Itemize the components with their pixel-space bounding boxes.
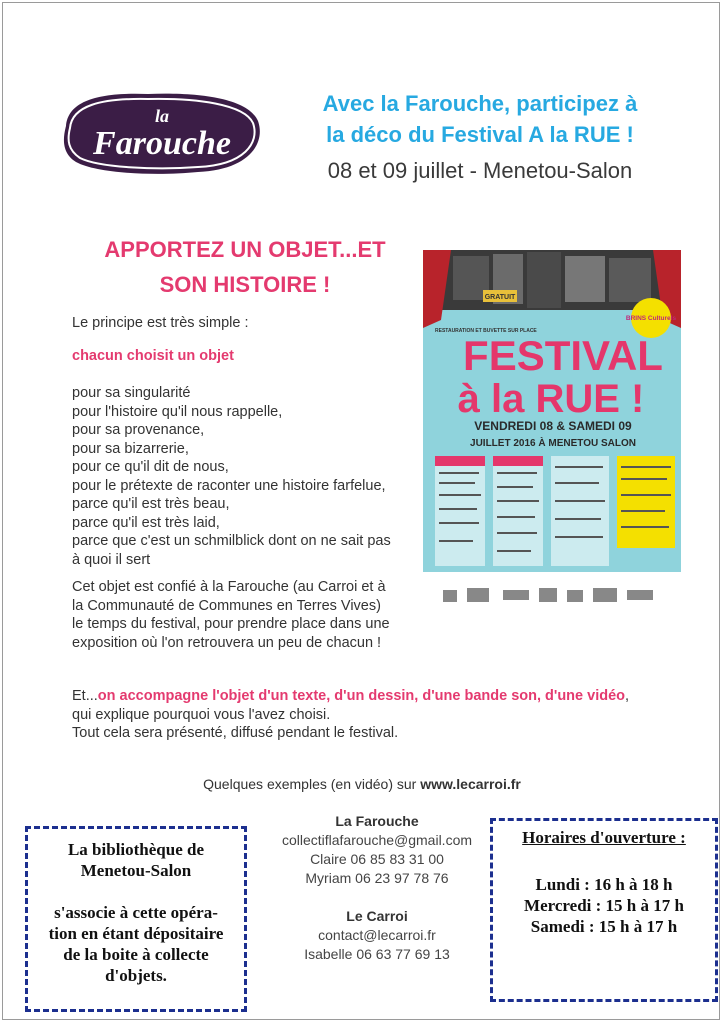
reason-line: pour l'histoire qu'il nous rappelle, — [72, 403, 283, 420]
hours-lundi: Lundi : 16 h à 18 h — [535, 875, 673, 894]
carroi-name: Le Carroi — [346, 908, 408, 924]
hours-samedi: Samedi : 15 h à 17 h — [530, 917, 678, 936]
poster-title-line1: FESTIVAL — [463, 332, 663, 379]
examples-link[interactable]: www.lecarroi.fr — [420, 776, 521, 792]
header-title-line1: Avec la Farouche, participez à — [322, 91, 638, 116]
reasons-list — [72, 384, 391, 569]
library-line1: La bibliothèque de — [67, 840, 205, 859]
library-line5: de la boite à collecte — [63, 945, 209, 964]
reason-line: parce qu'il est très laid, — [72, 514, 220, 531]
examples-line — [0, 776, 724, 792]
entrust-paragraph — [72, 578, 390, 652]
reason-line: pour le prétexte de raconter une histoire farfelue, — [72, 477, 386, 494]
accompany-highlight: on accompagne l'objet d'un texte, d'un dessin, d'une bande son, d'une vidéo — [97, 688, 626, 704]
library-box — [25, 826, 247, 1012]
explain-line1: qui explique pourquoi vous l'avez choisi. — [72, 706, 331, 723]
header-date: 08 et 09 juillet - Menetou-Salon — [327, 158, 633, 183]
farouche-claire: Claire 06 85 83 31 00 — [310, 851, 444, 867]
poster-dates-line2: JUILLET 2016 À MENETOU SALON — [470, 438, 636, 449]
poster-title-line2: à la RUE ! — [457, 377, 645, 421]
accompany-paragraph — [72, 687, 629, 743]
entrust-line: le temps du festival, pour prendre place dans une — [72, 616, 390, 632]
poster-dates-line1: VENDREDI 08 & SAMEDI 09 — [474, 419, 632, 433]
svg-text:la: la — [154, 106, 170, 126]
explain-line2: Tout cela sera présenté, diffusé pendant le festival. — [72, 725, 399, 741]
accompany-line — [72, 687, 629, 706]
reason-line: pour ce qu'il dit de nous, — [72, 459, 229, 475]
carroi-isabelle: Isabelle 06 63 77 69 13 — [304, 946, 450, 962]
library-line6: d'objets. — [105, 966, 167, 985]
farouche-name: La Farouche — [335, 813, 419, 829]
poster-brins: BRINS Culturels — [625, 315, 677, 322]
farouche-myriam: Myriam 06 23 97 78 76 — [305, 870, 449, 886]
farouche-logo — [58, 86, 266, 178]
entrust-line: exposition où l'on retrouvera un peu de chacun ! — [72, 634, 382, 651]
hours-title: Horaires d'ouverture : — [522, 828, 686, 847]
choice-text: chacun choisit un objet — [72, 348, 234, 364]
accompany-suffix: , — [625, 688, 630, 704]
intro-text: Le principe est très simple : — [72, 315, 249, 331]
slogan — [60, 232, 430, 302]
header-title-line2: la déco du Festival A la RUE ! — [326, 122, 634, 147]
reason-line: à quoi il sert — [72, 551, 151, 568]
library-line3: s'associe à cette opéra- — [54, 903, 218, 922]
reason-line: parce que c'est un schmilblick dont on ne sait pas — [72, 533, 391, 549]
svg-text:Farouche: Farouche — [93, 125, 231, 162]
farouche-email[interactable]: collectiflafarouche@gmail.com — [281, 832, 473, 848]
slogan-line2: SON HISTOIRE ! — [159, 272, 331, 297]
hours-mercredi: Mercredi : 15 h à 17 h — [524, 896, 684, 915]
header-title — [270, 88, 690, 150]
accompany-prefix: Et... — [72, 688, 98, 704]
opening-hours-box — [490, 818, 718, 1002]
slogan-line1: APPORTEZ UN OBJET...ET — [104, 237, 386, 262]
reason-line: parce qu'il est très beau, — [72, 496, 230, 512]
library-line2: Menetou-Salon — [80, 861, 192, 880]
examples-prefix: Quelques exemples (en vidéo) sur — [203, 776, 421, 792]
contacts-block — [262, 812, 492, 964]
festival-poster — [423, 250, 681, 615]
library-line4: tion en étant dépositaire — [48, 924, 224, 943]
carroi-email[interactable]: contact@lecarroi.fr — [318, 927, 436, 943]
entrust-line: la Communauté de Communes en Terres Vives) — [72, 597, 381, 614]
reason-line: pour sa singularité — [72, 385, 191, 401]
entrust-line: Cet objet est confié à la Farouche (au Carroi et à — [72, 579, 386, 595]
reason-line: pour sa bizarrerie, — [72, 440, 189, 457]
poster-restauration: RESTAURATION ET BUVETTE SUR PLACE — [435, 328, 537, 334]
poster-badge: GRATUIT — [484, 294, 516, 301]
reason-line: pour sa provenance, — [72, 422, 205, 438]
